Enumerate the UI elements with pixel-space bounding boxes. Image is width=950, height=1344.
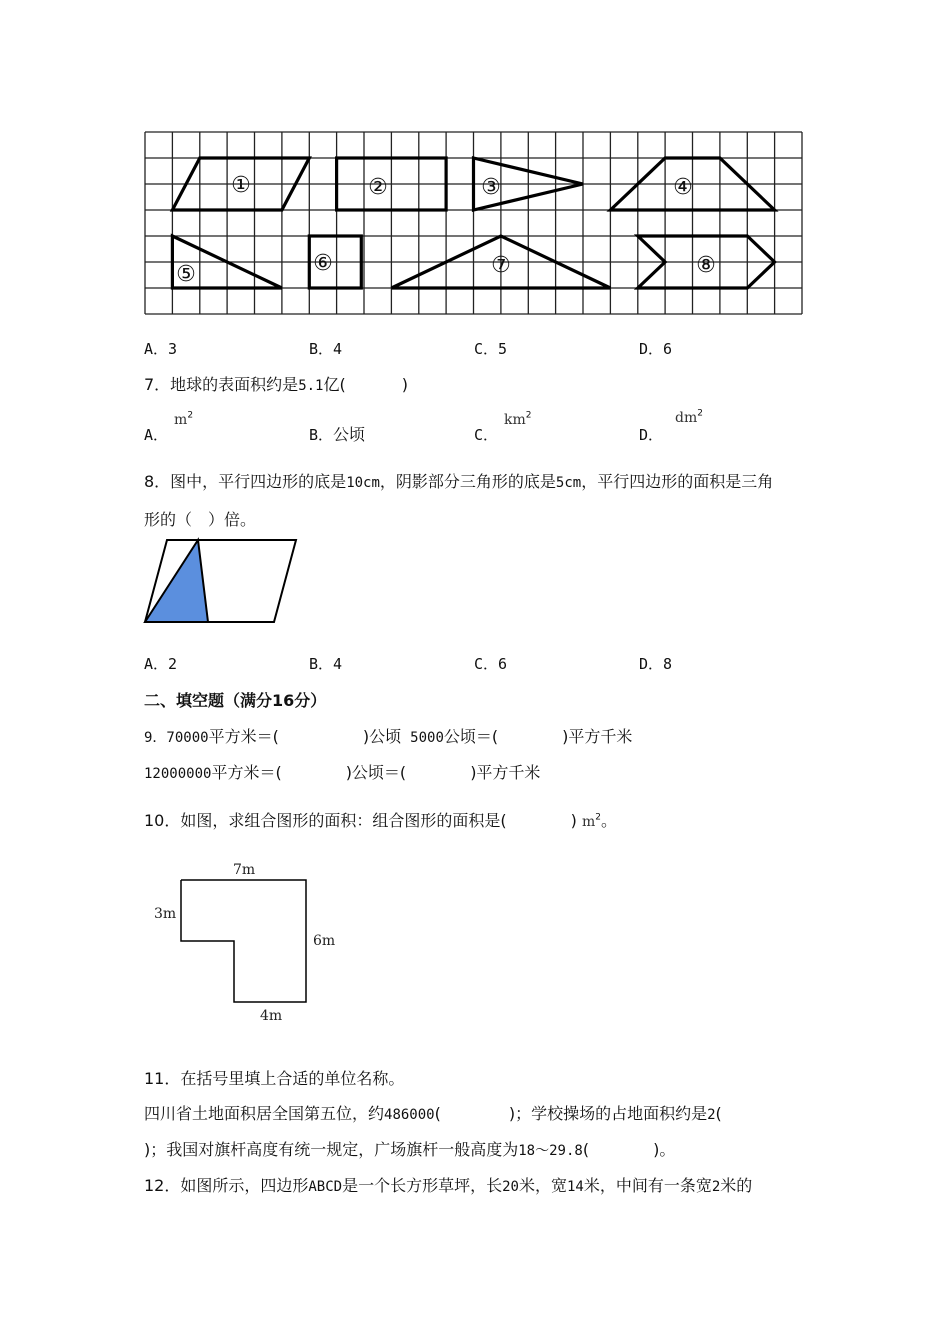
q8-text-b: ，阴影部分三角形的底是 (379, 472, 556, 491)
q12-abcd: ABCD (308, 1179, 343, 1195)
q7-d-prefix: D． (639, 426, 664, 444)
shape-1-label: ① (231, 173, 251, 198)
q12-text-a: 12．如图所示，四边形 (144, 1176, 309, 1195)
q10-question (144, 808, 617, 831)
q11-title: 11．在括号里填上合适的单位名称。 (144, 1069, 405, 1088)
q10-label-right: 6m (313, 933, 336, 949)
q8-parallelogram-figure (140, 534, 305, 630)
q7-a-sup: 2 (187, 410, 194, 421)
q11-line-2 (144, 1101, 722, 1124)
q8-shaded-triangle (145, 540, 208, 622)
q8-text-a: 8．图中，平行四边形的底是 (144, 472, 347, 491)
q7-stem: 7．地球的表面积约是 (144, 375, 299, 394)
q10-stem: 10．如图，求组合图形的面积：组合图形的面积是( (144, 811, 507, 830)
q6-option-a[interactable]: A．3 (144, 340, 178, 358)
q7-option-b[interactable] (309, 422, 365, 445)
q7-option-c[interactable] (474, 408, 532, 444)
shape-5-label: ⑤ (176, 262, 196, 287)
q11-num2: 2 (707, 1107, 716, 1123)
q11-text-a: 四川省土地面积居全国第五位，约 (144, 1104, 385, 1123)
q8-option-a[interactable]: A．2 (144, 655, 178, 673)
q8-base1: 10cm (346, 475, 380, 491)
q11-line-3 (144, 1137, 675, 1160)
q7-c-prefix: C． (474, 426, 499, 444)
q9-line-1 (144, 724, 632, 747)
q8-option-c[interactable]: C．6 (474, 655, 508, 673)
section-2-title-text: 二、填空题（满分 (144, 691, 273, 710)
q8-base2: 5cm (555, 475, 582, 491)
q9-text-c: 公顷＝( (443, 727, 499, 746)
shape-8-label: ⑧ (696, 253, 716, 278)
section-2-score: 16 (272, 691, 295, 710)
q12-text-d: 米，中间有一条宽 (583, 1176, 712, 1195)
q8-option-b[interactable]: B．4 (309, 655, 343, 673)
q7-a-unit: m (174, 412, 188, 428)
section-2-title-end: 分） (294, 691, 327, 710)
q7-stem-end: 亿( (323, 375, 346, 394)
q7-a-prefix: A． (144, 426, 169, 444)
q10-l-shape-figure (145, 855, 355, 1030)
q9-num3: 12000000 (144, 766, 212, 782)
q7-question (144, 372, 408, 395)
section-2-title (144, 688, 326, 711)
q8-text-c: ，平行四边形的面积是三角 (581, 472, 774, 491)
q11-num1: 486000 (384, 1107, 435, 1123)
q6-option-d[interactable]: D．6 (639, 340, 673, 358)
q9-text-g: )平方千米 (470, 763, 541, 782)
q12-n1: 20 (502, 1179, 519, 1195)
shape-7-label: ⑦ (491, 253, 511, 278)
q7-option-a[interactable] (144, 408, 194, 444)
q10-label-left: 3m (154, 906, 177, 922)
q9-text-e: 平方米＝( (211, 763, 282, 782)
shape-3-label: ③ (481, 175, 501, 200)
q7-close: ) (401, 375, 408, 394)
q10-sup: 2 (595, 812, 601, 823)
q7-b-unit: 公顷 (333, 425, 366, 444)
q9-num2: 5000 (410, 730, 444, 746)
q9-text-d: )平方千米 (562, 727, 633, 746)
q12-n2: 14 (566, 1179, 584, 1195)
q7-d-sup: 2 (697, 408, 704, 419)
q11-text-d: ( (715, 1104, 722, 1123)
shapes-grid-figure (0, 0, 950, 330)
q9-text-b: )公顷 (362, 727, 402, 746)
q7-c-sup: 2 (525, 410, 532, 421)
q12-text-e: 米的 (720, 1176, 753, 1195)
q11-num3: 18～29.8 (518, 1143, 583, 1159)
q10-end: 。 (600, 811, 617, 830)
q7-option-d[interactable] (639, 406, 704, 444)
q9-num1: 9．70000 (144, 730, 209, 746)
q10-close: ) (570, 811, 577, 830)
q10-l-shape (181, 880, 306, 1002)
q7-value: 5.1 (298, 378, 324, 394)
q8-option-d[interactable]: D．8 (639, 655, 673, 673)
q12-text-c: 米，宽 (518, 1176, 567, 1195)
q9-text-a: 平方米＝( (208, 727, 279, 746)
q7-c-unit: km (504, 412, 526, 428)
q8-line-1 (144, 469, 773, 492)
q10-unit: m (581, 814, 596, 830)
q8-line-2: 形的（ ）倍。 (144, 510, 257, 529)
q10-label-bottom: 4m (260, 1008, 283, 1024)
shape-4-label: ④ (673, 175, 693, 200)
q6-option-b[interactable]: B．4 (309, 340, 343, 358)
q12-n3: 2 (711, 1179, 721, 1195)
q10-label-top: 7m (233, 862, 256, 878)
q7-b-prefix: B． (309, 426, 334, 444)
q11-text-f: ( (582, 1140, 590, 1159)
q12-line-1 (144, 1173, 752, 1196)
q11-text-c: )；学校操场的占地面积约是 (508, 1104, 708, 1123)
q7-d-unit: dm (675, 410, 698, 426)
q12-text-b: 是一个长方形草坪，长 (342, 1176, 503, 1195)
q11-text-g: )。 (653, 1140, 676, 1159)
shape-2-label: ② (368, 175, 388, 200)
q11-text-b: ( (434, 1104, 441, 1123)
shape-6-label: ⑥ (313, 251, 333, 276)
q6-option-c[interactable]: C．5 (474, 340, 508, 358)
q9-line-2 (144, 760, 540, 783)
q11-text-e: )；我国对旗杆高度有统一规定，广场旗杆一般高度为 (144, 1140, 519, 1159)
q9-text-f: )公顷＝( (345, 763, 407, 782)
